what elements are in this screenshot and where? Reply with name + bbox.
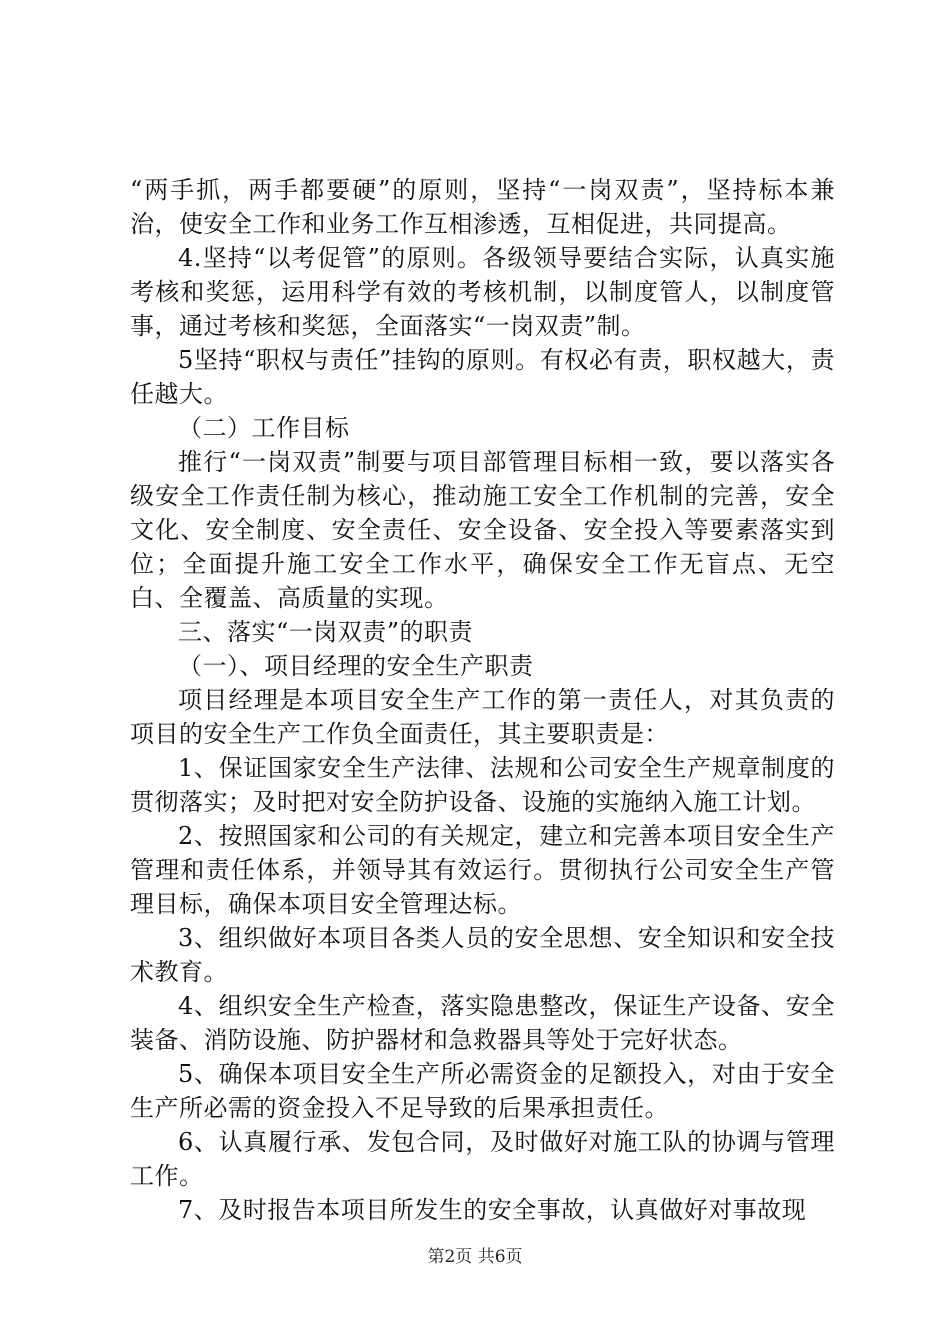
list-item: 2、按照国家和公司的有关规定，建立和完善本项目安全生产管理和责任体系，并领导其有效运行。贯彻执行公司安全生产管理目标，确保本项目安全管理达标。 <box>130 822 835 918</box>
paragraph: 推行“一岗双责”制要与项目部管理目标相一致，要以落实各级安全工作责任制为核心，推动施工安全工作机制的完善，安全文化、安全制度、安全责任、安全设备、安全投入等要素落实到位；全面提升施工安全工作水平，确保安全工作无盲点、无空白、全覆盖、高质量的实现。 <box>130 448 835 612</box>
list-item: 6、认真履行承、发包合同，及时做好对施工队的协调与管理工作。 <box>130 1128 835 1190</box>
section-heading: 三、落实“一岗双责”的职责 <box>178 618 474 646</box>
page-footer: 第2页 共6页 <box>427 1247 523 1267</box>
paragraph: 4.坚持“以考促管”的原则。各级领导要结合实际，认真实施考核和奖惩，运用科学有效的考核机制，以制度管人，以制度管事，通过考核和奖惩，全面落实“一岗双责”制。 <box>130 244 835 340</box>
paragraph: “两手抓，两手都要硬”的原则，坚持“一岗双责”，坚持标本兼治，使安全工作和业务工作互相渗透，互相促进，共同提高。 <box>130 176 835 238</box>
list-item: 4、组织安全生产检查，落实隐患整改，保证生产设备、安全装备、消防设施、防护器材和急救器具等处于完好状态。 <box>130 992 835 1054</box>
section-heading: （一）、项目经理的安全生产职责 <box>178 652 534 680</box>
section-heading: （二）工作目标 <box>178 414 350 442</box>
list-item: 3、组织做好本项目各类人员的安全思想、安全知识和安全技术教育。 <box>130 924 835 986</box>
list-item: 5、确保本项目安全生产所必需资金的足额投入，对由于安全生产所必需的资金投入不足导致的后果承担责任。 <box>130 1060 835 1122</box>
paragraph: 5坚持“职权与责任”挂钩的原则。有权必有责，职权越大，责任越大。 <box>130 346 835 408</box>
list-item: 1、保证国家安全生产法律、法规和公司安全生产规章制度的贯彻落实；及时把对安全防护设备、设施的实施纳入施工计划。 <box>130 754 835 816</box>
document-body <box>130 173 835 1227</box>
paragraph: 项目经理是本项目安全生产工作的第一责任人，对其负责的项目的安全生产工作负全面责任，其主要职责是： <box>130 686 835 748</box>
list-item: 7、及时报告本项目所发生的安全事故，认真做好对事故现 <box>178 1196 807 1224</box>
